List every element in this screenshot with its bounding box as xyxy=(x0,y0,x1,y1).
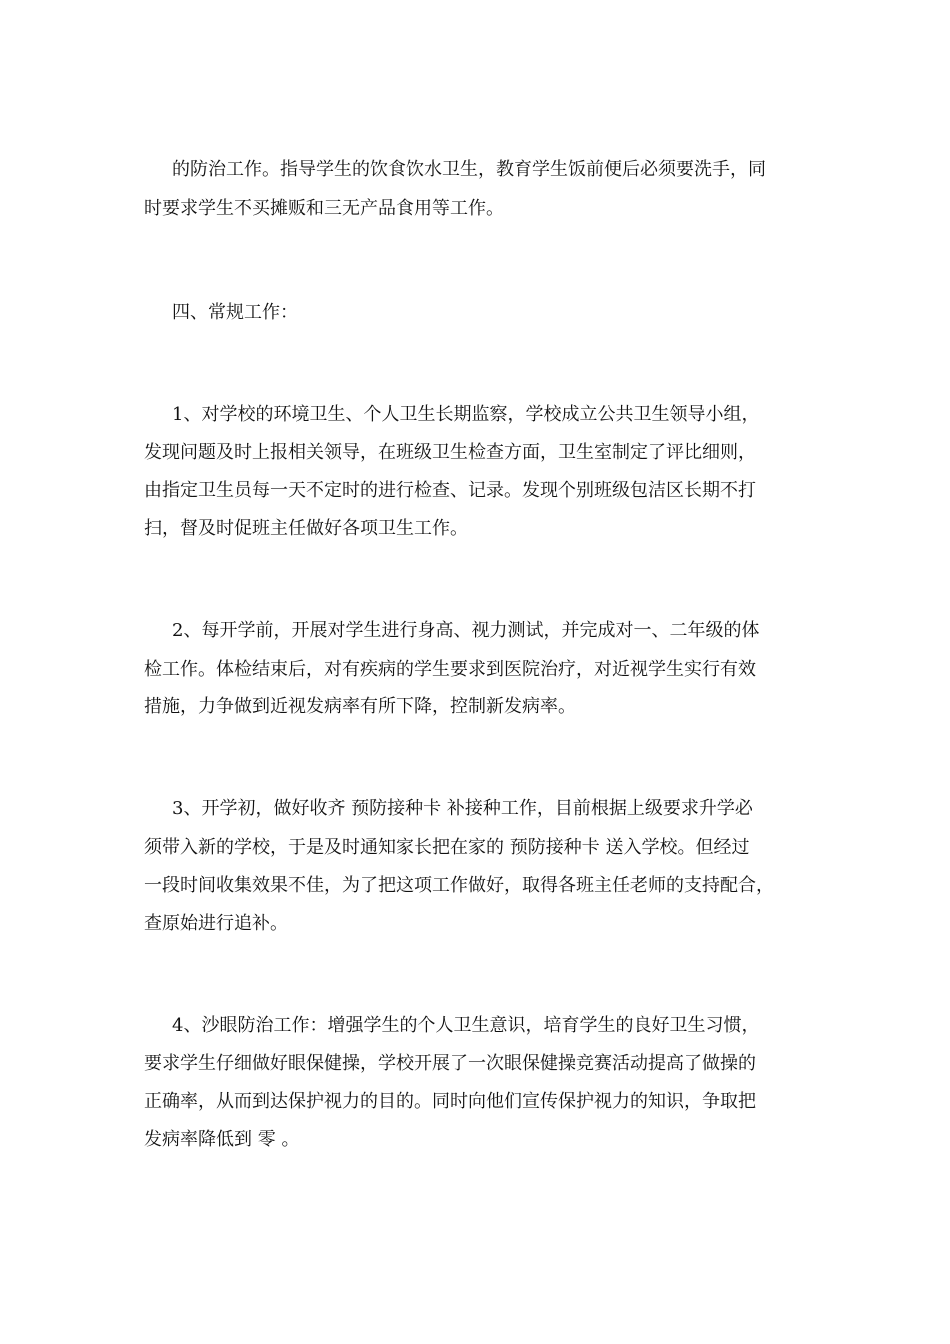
paragraph-line: 时要求学生不买摊贩和三无产品食用等工作。 xyxy=(144,198,504,219)
paragraph-line: 4、沙眼防治工作：增强学生的个人卫生意识，培育学生的良好卫生习惯， xyxy=(172,1015,760,1036)
paragraph-line: 正确率，从而到达保护视力的目的。同时向他们宣传保护视力的知识，争取把 xyxy=(144,1091,756,1112)
paragraph-line: 2、每开学前，开展对学生进行身高、视力测试，并完成对一、二年级的体 xyxy=(172,620,760,641)
paragraph-line: 查原始进行追补。 xyxy=(144,913,288,934)
paragraph-line: 3、开学初，做好收齐 预防接种卡 补接种工作，目前根据上级要求升学必 xyxy=(172,798,753,819)
paragraph-line: 须带入新的学校，于是及时通知家长把在家的 预防接种卡 送入学校。但经过 xyxy=(144,837,750,858)
paragraph-line: 发现问题及时上报相关领导，在班级卫生检查方面，卫生室制定了评比细则， xyxy=(144,442,756,463)
paragraph-line: 一段时间收集效果不佳，为了把这项工作做好，取得各班主任老师的支持配合， xyxy=(144,875,774,896)
paragraph-line: 由指定卫生员每一天不定时的进行检查、记录。发现个别班级包洁区长期不打 xyxy=(144,480,756,501)
section-heading: 四、常规工作： xyxy=(172,302,298,323)
paragraph-line: 发病率降低到 零 。 xyxy=(144,1129,300,1150)
paragraph-line: 要求学生仔细做好眼保健操，学校开展了一次眼保健操竞赛活动提高了做操的 xyxy=(144,1053,756,1074)
paragraph-line: 的防治工作。指导学生的饮食饮水卫生，教育学生饭前便后必须要洗手，同 xyxy=(172,159,766,180)
paragraph-line: 1、对学校的环境卫生、个人卫生长期监察，学校成立公共卫生领导小组， xyxy=(172,404,760,425)
paragraph-line: 扫，督及时促班主任做好各项卫生工作。 xyxy=(144,518,468,539)
paragraph-line: 措施，力争做到近视发病率有所下降，控制新发病率。 xyxy=(144,696,576,717)
paragraph-line: 检工作。体检结束后，对有疾病的学生要求到医院治疗，对近视学生实行有效 xyxy=(144,659,756,680)
